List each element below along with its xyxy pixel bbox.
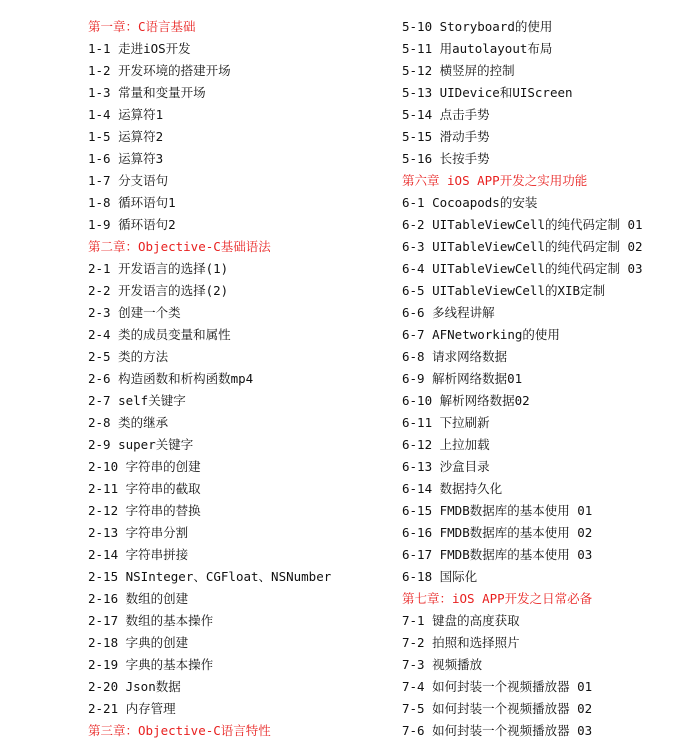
- lesson-item: 2-19 字典的基本操作: [88, 657, 214, 672]
- lesson-item: 1-8 循环语句1: [88, 195, 176, 210]
- lesson-item: 2-12 字符串的替换: [88, 503, 201, 518]
- lesson-item: 2-15 NSInteger、CGFloat、NSNumber: [88, 569, 332, 584]
- lesson-item: 6-5 UITableViewCell的XIB定制: [402, 283, 606, 298]
- lesson-item: 2-1 开发语言的选择(1): [88, 261, 229, 276]
- chapter-heading: 第三章：Objective-C语言特性: [88, 723, 271, 738]
- lesson-item: 1-3 常量和变量开场: [88, 85, 206, 100]
- lesson-item: 6-6 多线程讲解: [402, 305, 495, 320]
- lesson-item: 1-5 运算符2: [88, 129, 164, 144]
- lesson-item: 1-4 运算符1: [88, 107, 164, 122]
- lesson-item: 6-14 数据持久化: [402, 481, 503, 496]
- lesson-item: 5-12 横竖屏的控制: [402, 63, 515, 78]
- lesson-item: 7-4 如何封装一个视频播放器 01: [402, 679, 593, 694]
- lesson-item: 6-13 沙盒目录: [402, 459, 490, 474]
- lesson-item: 2-18 字典的创建: [88, 635, 189, 650]
- lesson-item: 2-4 类的成员变量和属性: [88, 327, 231, 342]
- chapter-heading: 第一章：C语言基础: [88, 19, 196, 34]
- lesson-item: 6-16 FMDB数据库的基本使用 02: [402, 525, 593, 540]
- lesson-item: 7-6 如何封装一个视频播放器 03: [402, 723, 593, 738]
- lesson-item: 5-11 用autolayout布局: [402, 41, 553, 56]
- lesson-item: 1-7 分支语句: [88, 173, 169, 188]
- lesson-item: 1-9 循环语句2: [88, 217, 176, 232]
- lesson-item: 6-12 上拉加载: [402, 437, 490, 452]
- lesson-item: 6-18 国际化: [402, 569, 478, 584]
- lesson-item: 1-2 开发环境的搭建开场: [88, 63, 231, 78]
- lesson-item: 2-9 super关键字: [88, 437, 194, 452]
- lesson-item: 6-9 解析网络数据01: [402, 371, 523, 386]
- lesson-item: 6-7 AFNetworking的使用: [402, 327, 560, 342]
- lesson-item: 6-3 UITableViewCell的纯代码定制 02: [402, 239, 643, 254]
- lesson-item: 2-10 字符串的创建: [88, 459, 201, 474]
- lesson-item: 7-5 如何封装一个视频播放器 02: [402, 701, 593, 716]
- lesson-item: 6-15 FMDB数据库的基本使用 01: [402, 503, 593, 518]
- lesson-item: 2-5 类的方法: [88, 349, 169, 364]
- lesson-item: 2-17 数组的基本操作: [88, 613, 214, 628]
- lesson-item: 6-10 解析网络数据02: [402, 393, 530, 408]
- lesson-item: 2-2 开发语言的选择(2): [88, 283, 229, 298]
- lesson-item: 5-16 长按手势: [402, 151, 490, 166]
- lesson-item: 2-3 创建一个类: [88, 305, 181, 320]
- right-column-list: [402, 16, 697, 742]
- lesson-item: 7-1 键盘的高度获取: [402, 613, 520, 628]
- lesson-item: 6-2 UITableViewCell的纯代码定制 01: [402, 217, 643, 232]
- lesson-item: 5-15 滑动手势: [402, 129, 490, 144]
- lesson-item: 5-13 UIDevice和UIScreen: [402, 85, 573, 100]
- lesson-item: 6-1 Cocoapods的安装: [402, 195, 538, 210]
- lesson-item: 2-6 构造函数和析构函数mp4: [88, 371, 254, 386]
- lesson-item: 2-7 self关键字: [88, 393, 186, 408]
- lesson-item: 1-6 运算符3: [88, 151, 164, 166]
- lesson-item: 2-8 类的继承: [88, 415, 169, 430]
- lesson-item: 5-14 点击手势: [402, 107, 490, 122]
- lesson-item: 5-10 Storyboard的使用: [402, 19, 553, 34]
- lesson-item: 6-17 FMDB数据库的基本使用 03: [402, 547, 593, 562]
- lesson-item: 2-14 字符串拼接: [88, 547, 189, 562]
- lesson-item: 2-11 字符串的截取: [88, 481, 201, 496]
- chapter-heading: 第六章 iOS APP开发之实用功能: [402, 173, 588, 188]
- lesson-item: 6-4 UITableViewCell的纯代码定制 03: [402, 261, 643, 276]
- lesson-item: 7-3 视频播放: [402, 657, 483, 672]
- lesson-item: 2-21 内存管理: [88, 701, 176, 716]
- lesson-item: 2-13 字符串分割: [88, 525, 189, 540]
- chapter-heading: 第二章：Objective-C基础语法: [88, 239, 271, 254]
- lesson-item: 1-1 走进iOS开发: [88, 41, 191, 56]
- lesson-item: 7-2 拍照和选择照片: [402, 635, 520, 650]
- lesson-item: 2-20 Json数据: [88, 679, 181, 694]
- lesson-item: 6-8 请求网络数据: [402, 349, 508, 364]
- left-column-list: [88, 16, 388, 742]
- lesson-item: 2-16 数组的创建: [88, 591, 189, 606]
- lesson-item: 6-11 下拉刷新: [402, 415, 490, 430]
- chapter-heading: 第七章：iOS APP开发之日常必备: [402, 591, 593, 606]
